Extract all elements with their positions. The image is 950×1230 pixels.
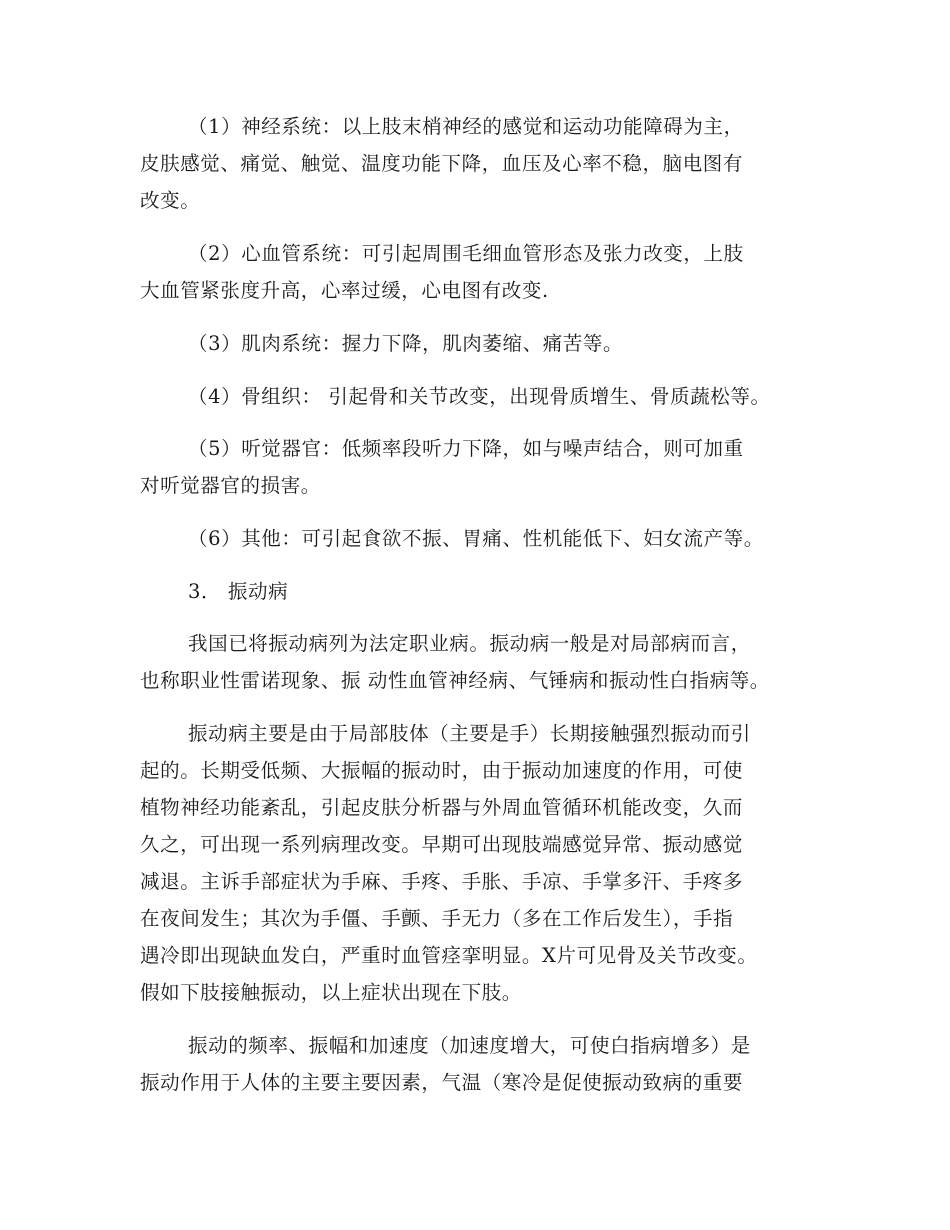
paragraph-nervous-system-line-3: 改变。: [140, 189, 201, 212]
paragraph-nervous-system-line-2: 皮肤感觉、痛觉、触觉、温度功能下降，血压及心率不稳，脑电图有: [140, 152, 744, 175]
paragraph-cardiovascular-line-2: 大血管紧张度升高，心率过缓，心电图有改变.: [140, 279, 549, 302]
paragraph-factors-line-1: 振动的频率、振幅和加速度（加速度增大，可使白指病增多）是: [188, 1034, 751, 1057]
paragraph-legal-disease-line-1: 我国已将振动病列为法定职业病。振动病一般是对局部病而言，: [188, 632, 751, 655]
paragraph-hearing-line-2: 对听觉器官的损害。: [140, 474, 321, 497]
paragraph-bone-tissue: （4）骨组织： 引起骨和关节改变，出现骨质增生、骨质蔬松等。: [188, 385, 771, 408]
paragraph-factors-line-2: 振动作用于人体的主要主要因素，气温（寒冷是促使振动致病的重要: [140, 1071, 744, 1094]
paragraph-cause-line-7: 遇冷即出现缺血发白，严重时血管痉挛明显。X片可见骨及关节改变。: [140, 944, 758, 967]
paragraph-cause-line-5: 减退。主诉手部症状为手麻、手疼、手胀、手凉、手掌多汗、手疼多: [140, 870, 744, 893]
section-heading-vibration-disease: 3． 振动病: [188, 580, 289, 603]
paragraph-cause-line-4: 久之，可出现一系列病理改变。早期可出现肢端感觉异常、振动感觉: [140, 833, 744, 856]
paragraph-cause-line-3: 植物神经功能紊乱，引起皮肤分析器与外周血管循环机能改变，久而: [140, 796, 744, 819]
paragraph-legal-disease-line-2: 也称职业性雷诺现象、振 动性血管神经病、气锤病和振动性白指病等。: [140, 669, 770, 692]
paragraph-cause-line-8: 假如下肢接触振动，以上症状出现在下肢。: [140, 981, 522, 1004]
paragraph-cause-line-1: 振动病主要是由于局部肢体（主要是手）长期接触强烈振动而引: [188, 722, 751, 745]
paragraph-cause-line-2: 起的。长期受低频、大振幅的振动时，由于振动加速度的作用，可使: [140, 759, 744, 782]
paragraph-hearing-line-1: （5）听觉器官：低频率段听力下降，如与噪声结合，则可加重: [188, 437, 744, 460]
paragraph-muscle-system: （3）肌肉系统：握力下降，肌肉萎缩、痛苦等。: [188, 332, 624, 355]
paragraph-cause-line-6: 在夜间发生；其次为手僵、手颤、手无力（多在工作后发生），手指: [140, 907, 734, 930]
paragraph-nervous-system-line-1: （1）神经系统：以上肢末梢神经的感觉和运动功能障碍为主，: [188, 115, 744, 138]
paragraph-cardiovascular-line-1: （2）心血管系统：可引起周围毛细血管形态及张力改变，上肢: [188, 242, 744, 265]
paragraph-other: （6）其他：可引起食欲不振、胃痛、性机能低下、妇女流产等。: [188, 527, 764, 550]
